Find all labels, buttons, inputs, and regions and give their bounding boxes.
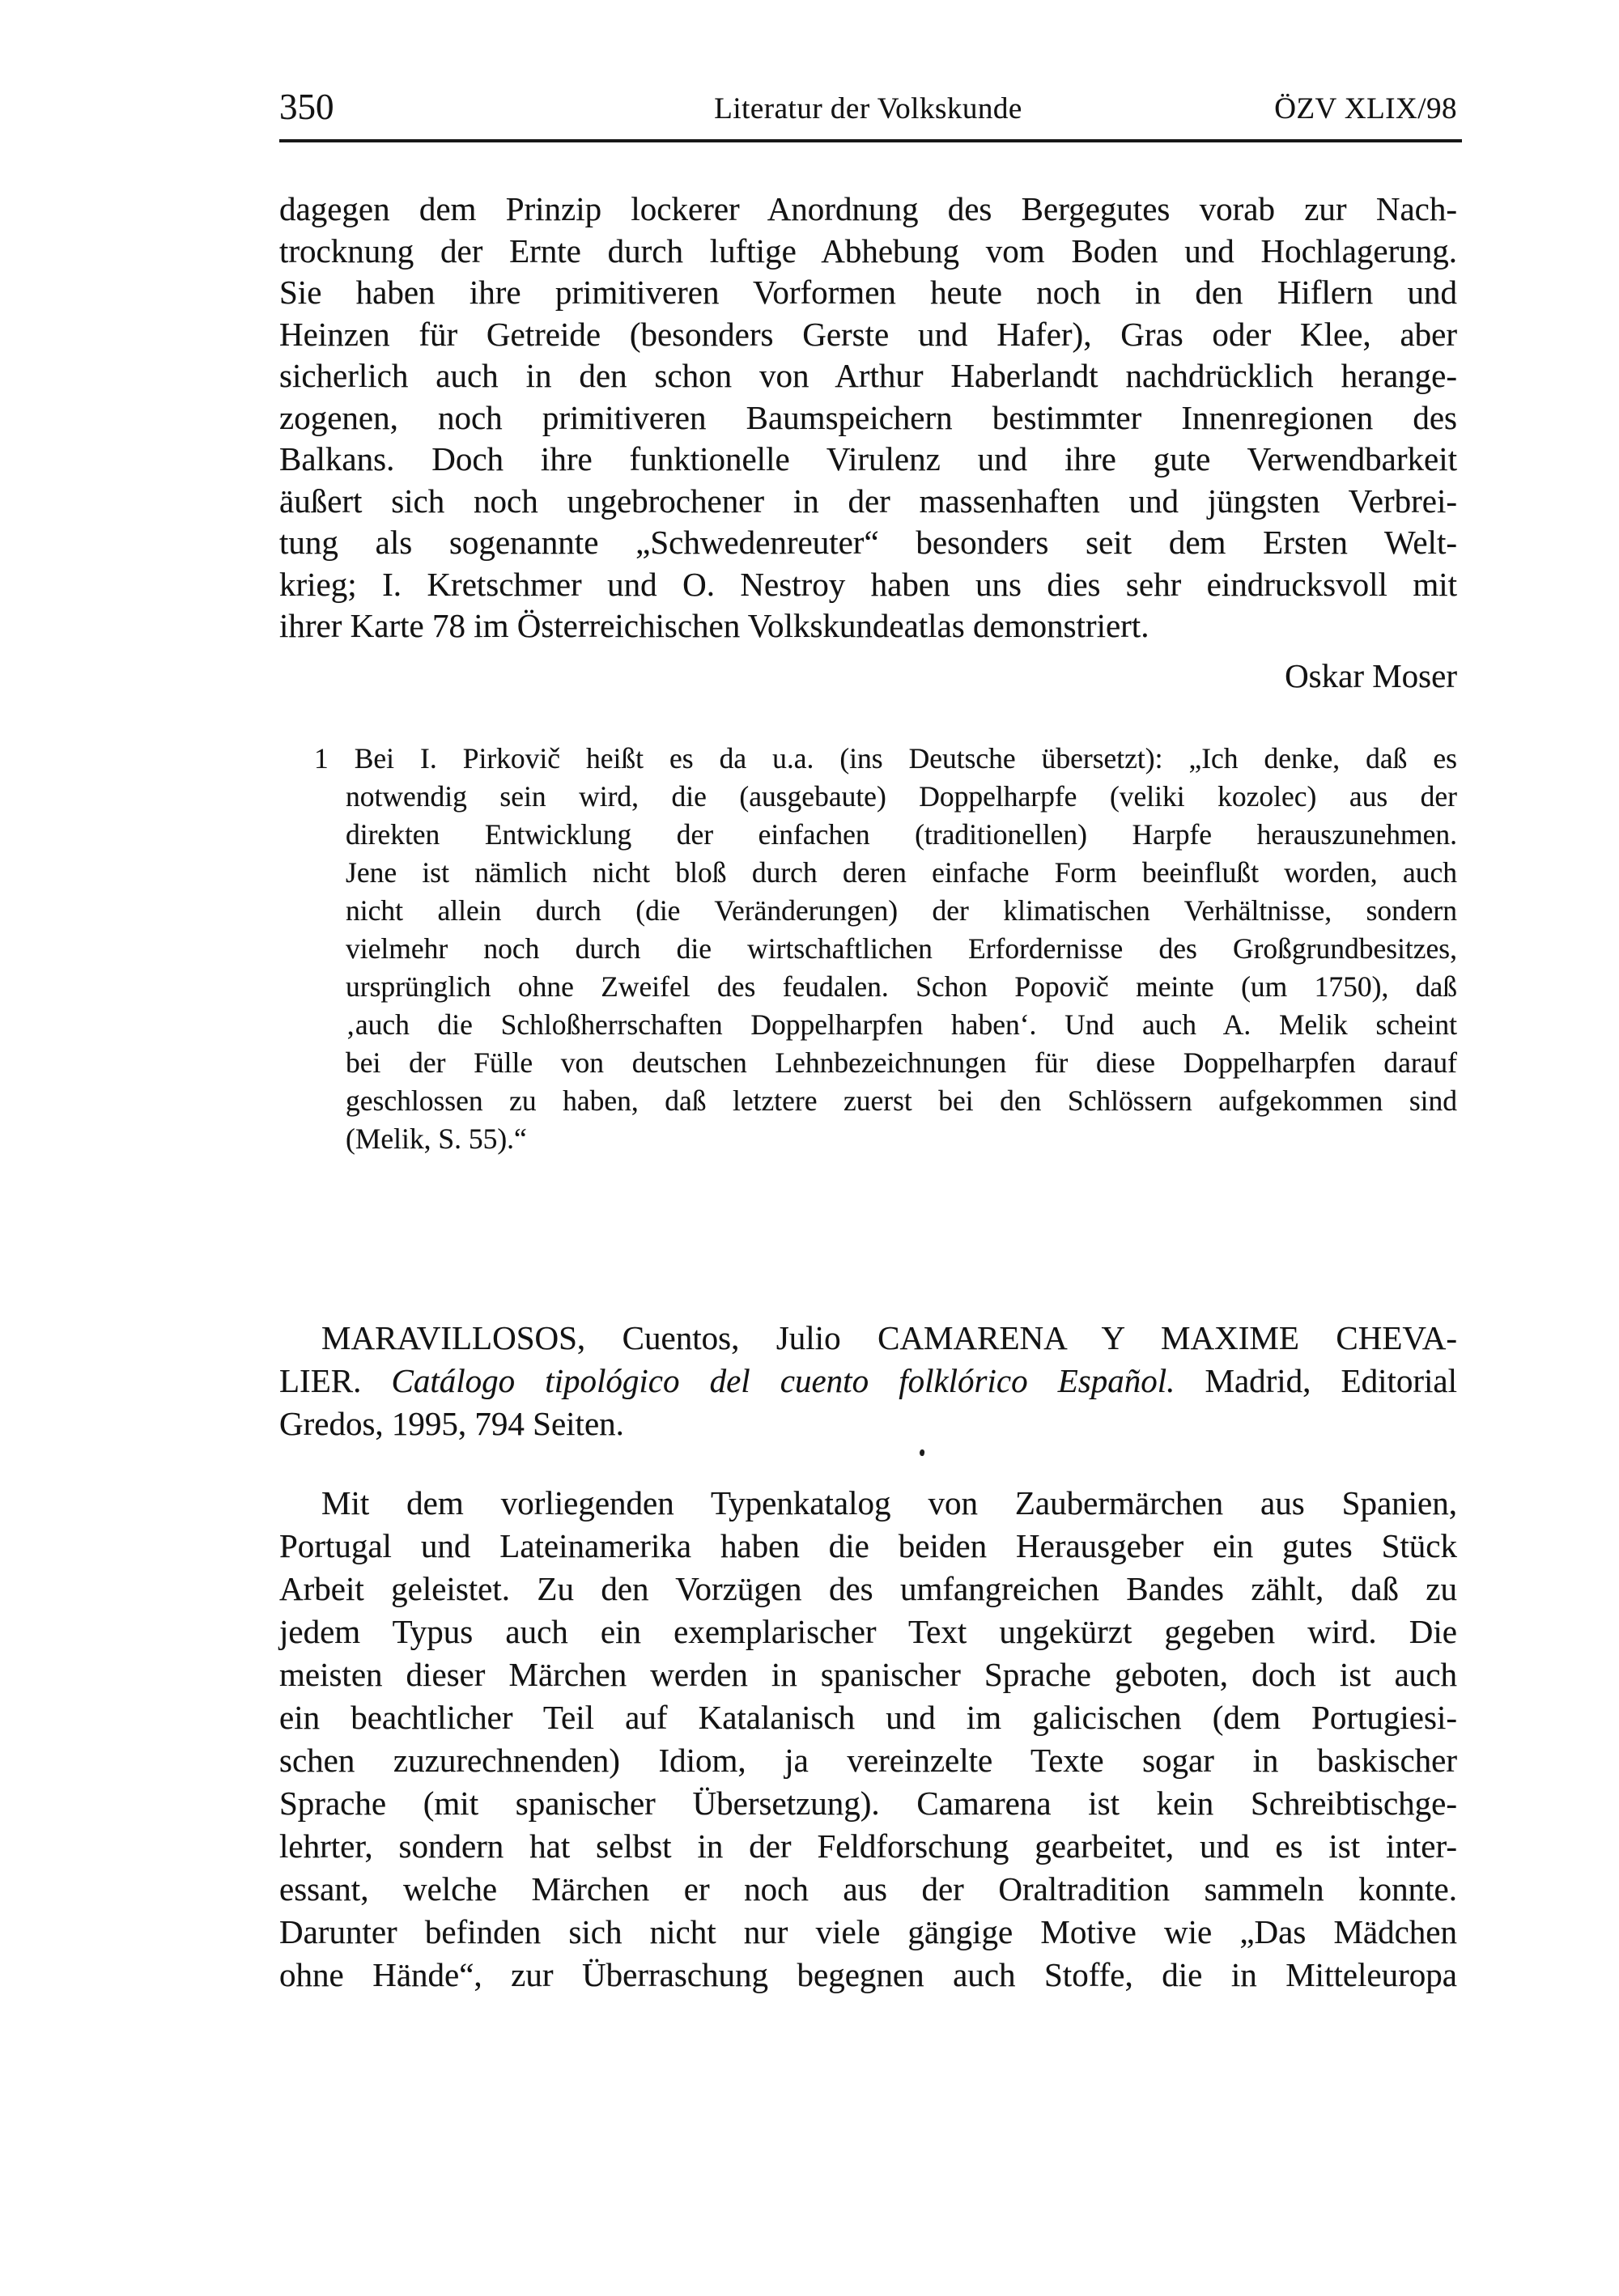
footnote bbox=[314, 740, 1457, 1158]
text-line: ein beachtlicher Teil auf Katalanisch und im galicischen (dem Portugiesi- bbox=[279, 1699, 1457, 1736]
footnote-line: ‚auch die Schloßherrschaften Doppelharpfen haben‘. Und auch A. Melik scheint bbox=[346, 1008, 1457, 1041]
citation-line bbox=[279, 1360, 1457, 1403]
footnote-line: direkten Entwicklung der einfachen (traditionellen) Harpfe herauszunehmen. bbox=[346, 818, 1457, 851]
text-line: Sie haben ihre primitiveren Vorformen heute noch in den Hiflern und bbox=[279, 274, 1457, 311]
citation-line: Gredos, 1995, 794 Seiten. bbox=[279, 1405, 624, 1442]
text-line: Darunter befinden sich nicht nur viele gängige Motive wie „Das Mädchen bbox=[279, 1913, 1457, 1950]
citation-line: MARAVILLOSOS, Cuentos, Julio CAMARENA Y MAXIME CHEVA- bbox=[321, 1319, 1457, 1356]
footnote-line: nicht allein durch (die Veränderungen) der klimatischen Verhältnisse, sondern bbox=[346, 894, 1457, 927]
footnote-line bbox=[314, 740, 1457, 778]
text-line: sicherlich auch in den schon von Arthur Haberlandt nachdrücklich herange- bbox=[279, 357, 1457, 394]
reviewer-signature: Oskar Moser bbox=[1285, 657, 1457, 694]
footnote-line: bei der Fülle von deutschen Lehnbezeichnungen für diese Doppelharpfen darauf bbox=[346, 1046, 1457, 1079]
footnote-line: ursprünglich ohne Zweifel des feudalen. Schon Popovič meinte (um 1750), daß bbox=[346, 970, 1457, 1003]
citation-text: LIER. bbox=[279, 1362, 362, 1399]
text-line: Heinzen für Getreide (besonders Gerste und Hafer), Gras oder Klee, aber bbox=[279, 315, 1457, 353]
text-line: essant, welche Märchen er noch aus der Oraltradition sammeln konnte. bbox=[279, 1870, 1457, 1908]
text-line: dagegen dem Prinzip lockerer Anordnung des Bergegutes vorab zur Nach- bbox=[279, 190, 1457, 227]
page-number: 350 bbox=[279, 87, 334, 127]
footnote-line: Jene ist nämlich nicht bloß durch deren einfache Form beeinflußt worden, auch bbox=[346, 856, 1457, 889]
review2-paragraph bbox=[279, 1482, 1457, 1997]
running-title: Literatur der Volkskunde bbox=[714, 92, 1022, 125]
footnote-line: geschlossen zu haben, daß letztere zuerst bei den Schlössern aufgekommen sind bbox=[346, 1084, 1457, 1117]
text-line: lehrter, sondern hat selbst in der Feldforschung gearbeitet, und es ist inter- bbox=[279, 1827, 1457, 1865]
footnote-marker: 1 bbox=[314, 742, 329, 775]
text-line: tung als sogenannte „Schwedenreuter“ besonders seit dem Ersten Welt- bbox=[279, 524, 1457, 561]
footnote-line: notwendig sein wird, die (ausgebaute) Doppelharpfe (veliki kozolec) aus der bbox=[346, 780, 1457, 813]
text-line: zogenen, noch primitiveren Baumspeichern bestimmter Innenregionen des bbox=[279, 398, 1457, 436]
text-line: Sprache (mit spanischer Übersetzung). Camarena ist kein Schreibtischge- bbox=[279, 1785, 1457, 1822]
text-line: ihrer Karte 78 im Österreichischen Volkskundeatlas demonstriert. bbox=[279, 607, 1149, 644]
citation-title-italic: Catálogo tipológico del cuento folklórico Español. bbox=[391, 1362, 1175, 1399]
text-line: Balkans. Doch ihre funktionelle Virulenz und ihre gute Verwendbarkeit bbox=[279, 440, 1457, 477]
text-line: Arbeit geleistet. Zu den Vorzügen des umfangreichen Bandes zählt, daß zu bbox=[279, 1570, 1457, 1607]
text-line: schen zuzurechnenden) Idiom, ja vereinzelte Texte sogar in baskischer bbox=[279, 1742, 1457, 1779]
ink-speck bbox=[919, 1449, 925, 1456]
header-rule bbox=[279, 139, 1462, 142]
text-line: Mit dem vorliegenden Typenkatalog von Zaubermärchen aus Spanien, bbox=[321, 1484, 1457, 1521]
text-line: meisten dieser Märchen werden in spanischer Sprache geboten, doch ist auch bbox=[279, 1656, 1457, 1693]
footnote-text: Bei I. Pirkovič heißt es da u.a. (ins Deutsche übersetzt): „Ich denke, daß es bbox=[354, 742, 1457, 775]
text-line: Portugal und Lateinamerika haben die beiden Herausgeber ein gutes Stück bbox=[279, 1527, 1457, 1564]
text-line: ohne Hände“, zur Überraschung begegnen auch Stoffe, die in Mitteleuropa bbox=[279, 1956, 1457, 1993]
citation-text: Madrid, Editorial bbox=[1205, 1362, 1458, 1399]
journal-volume-ref: ÖZV XLIX/98 bbox=[1274, 92, 1457, 125]
text-line: jedem Typus auch ein exemplarischer Text ungekürzt gegeben wird. Die bbox=[279, 1613, 1457, 1650]
review1-paragraph bbox=[279, 189, 1457, 647]
text-line: äußert sich noch ungebrochener in der massenhaften und jüngsten Verbrei- bbox=[279, 482, 1457, 520]
footnote-line: (Melik, S. 55).“ bbox=[346, 1123, 527, 1155]
review2-citation-heading bbox=[279, 1317, 1457, 1445]
footnote-line: vielmehr noch durch die wirtschaftlichen Erfordernisse des Großgrundbesitzes, bbox=[346, 932, 1457, 965]
text-line: krieg; I. Kretschmer und O. Nestroy haben uns dies sehr eindrucksvoll mit bbox=[279, 565, 1457, 603]
text-line: trocknung der Ernte durch luftige Abhebung vom Boden und Hochlagerung. bbox=[279, 231, 1457, 269]
